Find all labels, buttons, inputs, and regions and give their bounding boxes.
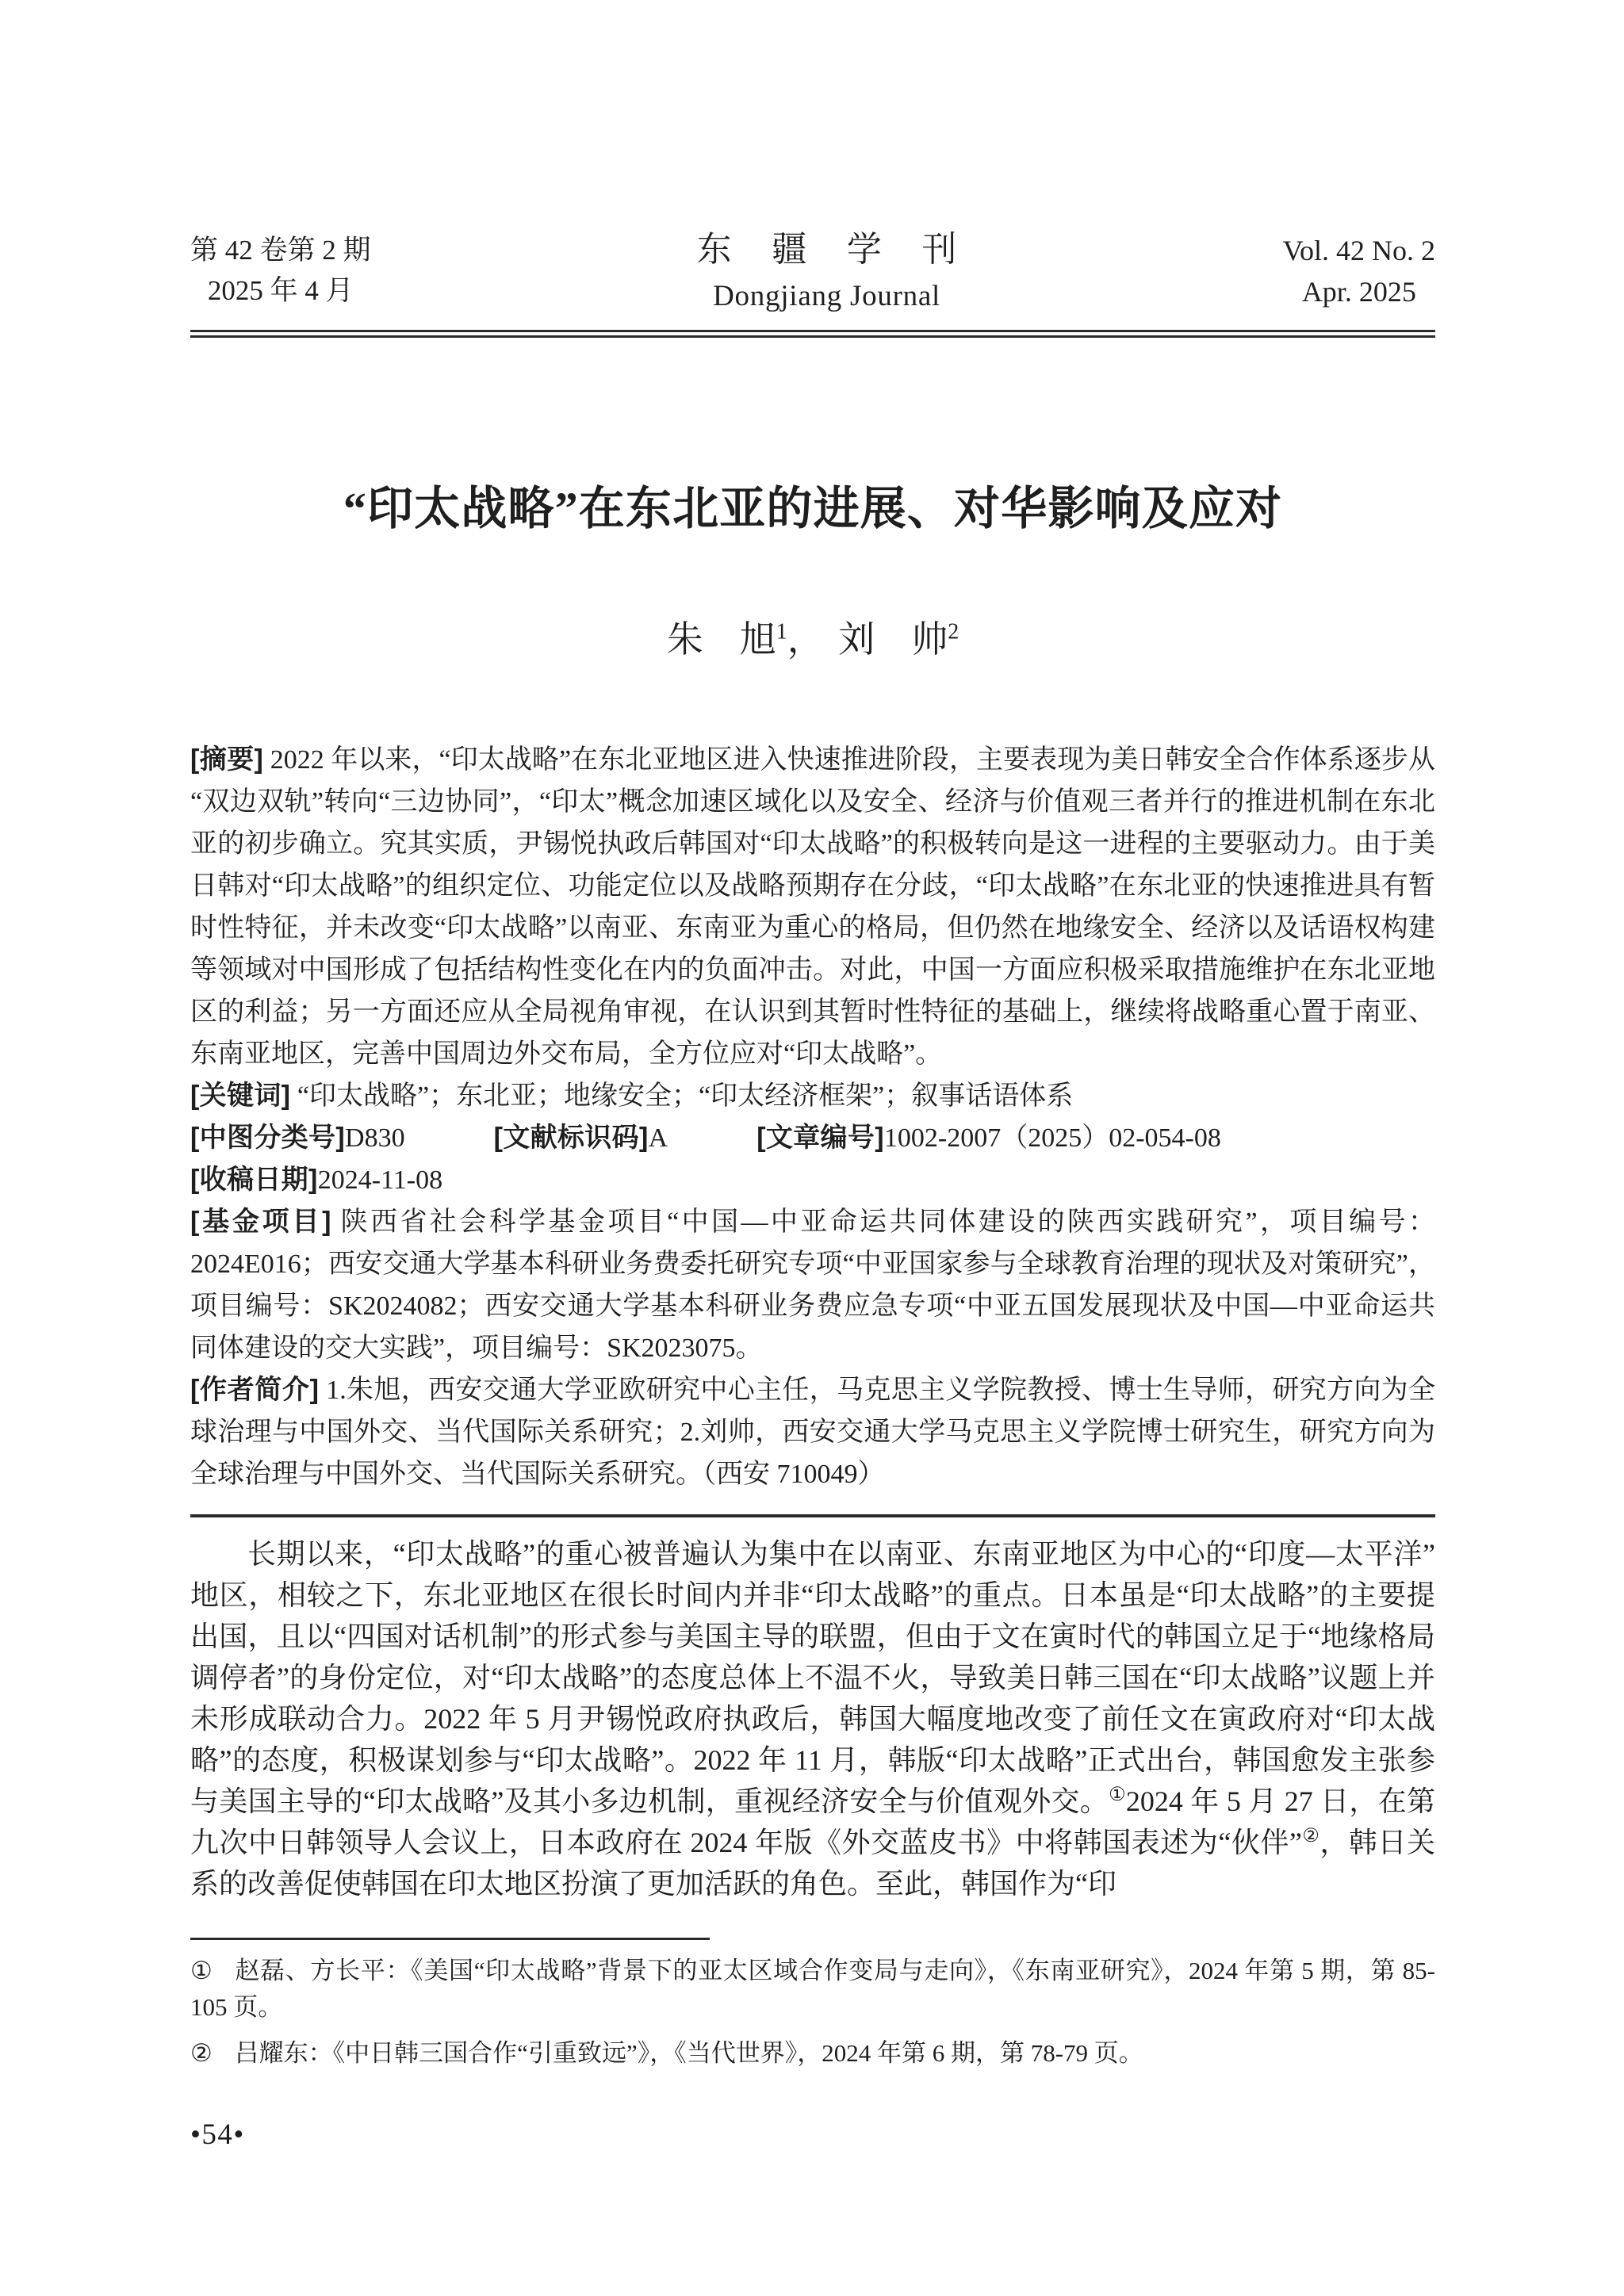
fund-text: 陕西省社会科学基金项目“中国—中亚命运共同体建设的陕西实践研究”，项目编号：2024E016；西安交通大学基本科研业务费委托研究专项“中亚国家参与全球教育治理的现状及对策研究”，项目编号：SK2024082；西安交通大学基本科研业务费应急专项“中亚五国发展现状及中国—中亚命运共同体建设的交大实践”，项目编号：SK2023075。 [190,1207,1436,1364]
author-name-2: 刘 帅 [838,619,948,660]
journal-title-en: Dongjiang Journal [713,279,941,312]
issue-date-en: Apr. 2025 [1301,275,1416,308]
author-bio-label: [作者简介] [190,1375,320,1406]
article-id-label: [文章编号] [756,1123,884,1154]
footnote-1-text: 赵磊、方长平：《美国“印太战略”背景下的亚太区域合作变局与走向》，《东南亚研究》，2024 年第 5 期，第 85-105 页。 [190,1957,1435,2022]
author-affiliation-sup-2: 2 [948,620,959,645]
journal-title-cn: 东 疆 学 刊 [696,230,973,269]
footnote-2-text: 吕耀东：《中日韩三国合作“引重致远”》，《当代世界》，2024 年第 6 期，第 78-79 页。 [234,2039,1143,2068]
volume-issue-cn: 第 42 卷第 2 期 [190,234,371,266]
body-text-1: 长期以来，“印太战略”的重心被普遍认为集中在以南亚、东南亚地区为中心的“印度—太平洋”地区，相较之下，东北亚地区在很长时间内并非“印太战略”的重点。日本虽是“印太战略”的主要提出国，且以“四国对话机制”的形式参与美国主导的联盟，但由于文在寅时代的韩国立足于“地缘格局调停者”的身份定位，对“印太战略”的态度总体上不温不火，导致美日韩三国在“印太战略”议题上并未形成联动合力。2022 年 5 月尹锡悦政府执政后，韩国大幅度地改变了前任文在寅政府对“印太战略”的态度，积极谋划参与“印太战略”。2022 年 11 月，韩版“印太战略”正式出台，韩国愈发主张参与美国主导的“印太战略”及其小多边机制，重视经济安全与价值观外交。 [190,1538,1435,1818]
journal-header [190,224,1435,317]
fund-label: [基金项目] [190,1207,331,1238]
meta-body-divider [190,1514,1435,1517]
received-date-value: 2024-11-08 [317,1165,443,1196]
author-affiliation-sup-1: 1 [776,620,787,645]
doc-code-value: A [648,1123,668,1154]
header-issue-block-en [1283,230,1435,312]
author-name-1: 朱 旭 [666,619,776,660]
body-text-3: ，韩日关系的改善促使韩国在印太地区扮演了更加活跃的角色。至此，韩国作为“印 [190,1827,1435,1900]
page-number: •54• [190,2118,245,2152]
article-title: “印太战略”在东北亚的进展、对华影响及应对 [343,483,1283,535]
issue-date-cn: 2025 年 4 月 [207,274,354,306]
footnote-ref-2: ② [1301,1826,1320,1847]
header-issue-block [190,231,371,312]
clc-field [190,1117,405,1159]
header-journal-title-block [696,224,973,317]
footnote-1 [190,1953,1435,2026]
volume-issue-en: Vol. 42 No. 2 [1282,234,1435,266]
header-double-rule [190,330,1435,338]
clc-value: D830 [345,1123,405,1154]
fund-paragraph [190,1201,1435,1369]
abstract-label: [摘要] [190,744,264,775]
received-date-label: [收稿日期] [190,1165,318,1196]
received-date-row [190,1159,1435,1201]
doc-code-field [494,1117,668,1159]
footnotes-section [190,1953,1435,2072]
footnote-2-marker: ② [190,2039,213,2068]
clc-label: [中图分类号] [190,1123,346,1154]
keywords-text: “印太战略”；东北亚；地缘安全；“印太经济框架”；叙事话语体系 [297,1081,1074,1112]
article-id-field [756,1117,1221,1159]
article-meta-section [190,739,1435,1495]
keywords-label: [关键词] [190,1081,291,1112]
body-text-2: 2024 年 5 月 27 日，在第九次中日韩领导人会议上，日本政府在 2024 年版《外交蓝皮书》中将韩国表述为“伙伴” [190,1785,1435,1859]
author-separator: ， [787,619,824,660]
footnote-1-marker: ① [190,1957,213,1985]
author-bio-text: 1.朱旭，西安交通大学亚欧研究中心主任，马克思主义学院教授、博士生导师，研究方向为全球治理与中国外交、当代国际关系研究；2.刘帅，西安交通大学马克思主义学院博士研究生，研究方向为全球治理与中国外交、当代国际关系研究。（西安 710049） [190,1376,1436,1490]
author-bio-paragraph [190,1369,1435,1495]
footnote-2 [190,2035,1435,2072]
abstract-paragraph [190,739,1435,1075]
footnote-rule [190,1938,710,1940]
doc-code-label: [文献标识码] [493,1123,649,1154]
authors-line [190,610,1435,663]
abstract-text: 2022 年以来，“印太战略”在东北亚地区进入快速推进阶段，主要表现为美日韩安全合作体系逐步从“双边双轨”转向“三边协同”，“印太”概念加速区域化以及安全、经济与价值观三者并行的推进机制在东北亚的初步确立。究其实质，尹锡悦执政后韩国对“印太战略”的积极转向是这一进程的主要驱动力。由于美日韩对“印太战略”的组织定位、功能定位以及战略预期存在分歧，“印太战略”在东北亚的快速推进具有暂时性特征，并未改变“印太战略”以南亚、东南亚为重心的格局，但仍然在地缘安全、经济以及话语权构建等领域对中国形成了包括结构性变化在内的负面冲击。对此，中国一方面应积极采取措施维护在东北亚地区的利益；另一方面还应从全局视角审视，在认识到其暂时性特征的基础上，继续将战略重心置于南亚、东南亚地区，完善中国周边外交布局，全方位应对“印太战略”。 [190,745,1435,1070]
article-id-value: 1002-2007（2025）02-054-08 [883,1123,1221,1154]
classification-row [190,1117,1435,1159]
footnote-ref-1: ① [1109,1785,1126,1806]
keywords-paragraph [190,1075,1435,1117]
body-paragraph [190,1533,1435,1904]
